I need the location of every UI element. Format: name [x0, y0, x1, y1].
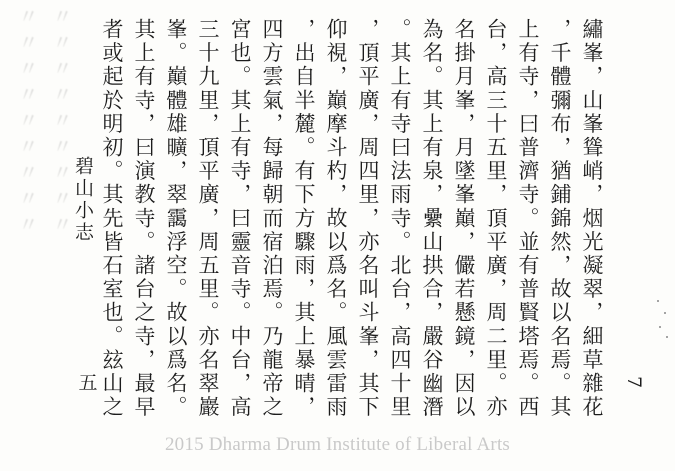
text-column: 峯。巔體雄曠，翠靄浮空。故以爲名。	[164, 18, 188, 420]
text-column: ，頂平廣，周四里，亦名叫斗峯，其下	[356, 18, 380, 420]
text-column: 名掛月峯，月墜峯巔，儼若懸鏡，因以	[452, 18, 476, 420]
text-column: 仰視，巔摩斗杓，故以爲名。風雲雷雨	[324, 18, 348, 420]
text-column: 者或起於明初。其先皆石室也。玆山之	[100, 18, 124, 420]
text-column: 繡峯，山峯聳峭，烟光凝翠，細草雜花	[580, 18, 604, 420]
text-column: 。其上有寺曰法雨寺。北台，高四十里	[388, 18, 412, 420]
text-column: 上有寺，曰普濟寺。並有普賢塔焉。西	[516, 18, 540, 420]
book-title-margin: 碧山小志	[72, 156, 94, 244]
text-column: 三十九里，頂平廣，周五里。亦名翠巖	[196, 18, 220, 420]
main-text-block	[95, 18, 605, 443]
margin-mark: 7	[623, 375, 646, 389]
bleed-through-text: 〃〃〃〃〃〃〃〃〃 〃〃〃〃〃〃〃〃〃	[15, 6, 73, 240]
text-column: ，出自半麓。有下方驟雨，其上暴晴，	[292, 18, 316, 420]
scan-specks	[655, 300, 669, 340]
text-column: 台，高三十五里，頂平廣，周二里。亦	[484, 18, 508, 420]
text-column: 四方雲氣，每歸朝而宿泊焉。乃龍帝之	[260, 18, 284, 420]
text-column: ，千體彌布，猶鋪錦然，故以名焉。其	[548, 18, 572, 420]
watermark: 2015 Dharma Drum Institute of Liberal Arts	[164, 434, 511, 455]
text-column: 其上有寺，曰演教寺。諸台之寺，最早	[132, 18, 156, 420]
text-column: 宮也。其上有寺，曰靈音寺。中台，高	[228, 18, 252, 420]
page-number: 五	[78, 372, 98, 394]
text-column: 為名。其上有泉，纍山拱合，嚴谷幽潛	[420, 18, 444, 420]
